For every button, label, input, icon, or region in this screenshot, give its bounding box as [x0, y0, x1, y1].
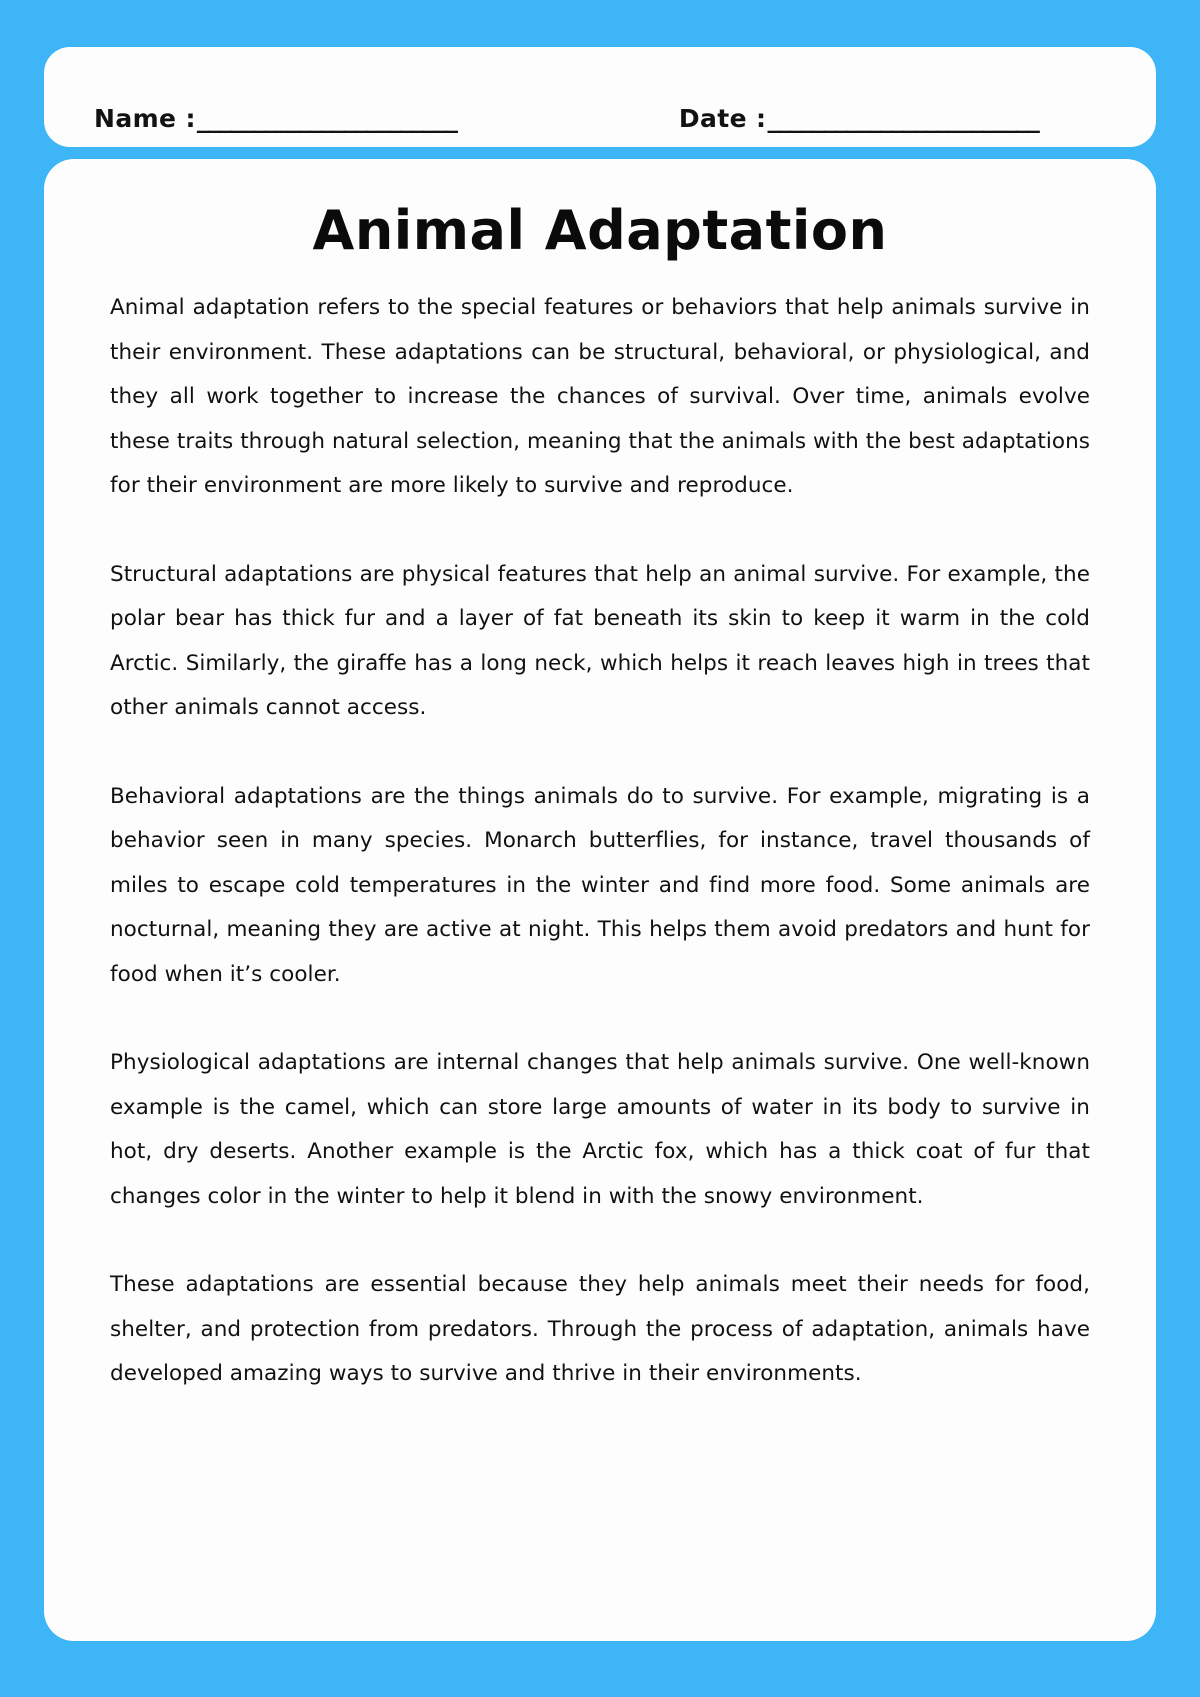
- passage-paragraph: Structural adaptations are physical features that help an animal survive. For example, the polar bear has thick fur and a layer of fat beneath its skin to keep it warm in the cold Arctic. Similarly, the giraffe has a long neck, which helps it reach leaves high in trees that other animals cannot access.: [110, 561, 1090, 721]
- passage-paragraph: Physiological adaptations are internal changes that help animals survive. One well-known example is the camel, which can store large amounts of water in its body to survive in hot, dry deserts. Another example is the Arctic fox, which has a thick coat of fur that changes color in the winter to help it blend in with the snowy environment.: [110, 1050, 1090, 1209]
- name-date-row: [44, 89, 1156, 133]
- name-blank-line[interactable]: _______________________: [196, 104, 457, 133]
- name-date-header-card: [44, 47, 1156, 147]
- passage-card: [44, 159, 1156, 1641]
- date-label: Date :: [678, 104, 767, 133]
- date-field[interactable]: [679, 104, 1039, 133]
- page-title: Animal Adaptation: [312, 199, 888, 262]
- passage-paragraph: Animal adaptation refers to the special features or behaviors that help animals survive in their environment. These adaptations can be structural, behavioral, or physiological, and they all work together to increase the chances of survival. Over time, animals evolve these traits through natural selection, meaning that the animals with the best adaptations for their environment are more likely to survive and reproduce.: [110, 295, 1090, 499]
- date-blank-line[interactable]: ________________________: [767, 104, 1039, 133]
- name-field[interactable]: [94, 104, 457, 133]
- passage-paragraph: Behavioral adaptations are the things animals do to survive. For example, migrating is a behavior seen in many species. Monarch butterflies, for instance, travel thousands of miles to escape cold temperatures in the winter and find more food. Some animals are nocturnal, meaning they are active at night. This helps them avoid predators and hunt for food when it’s cooler.: [110, 783, 1090, 987]
- passage-paragraph: These adaptations are essential because they help animals meet their needs for food, shelter, and protection from predators. Through the process of adaptation, animals have developed amazing ways to survive and thrive in their environments.: [110, 1272, 1090, 1387]
- name-label: Name :: [94, 104, 196, 133]
